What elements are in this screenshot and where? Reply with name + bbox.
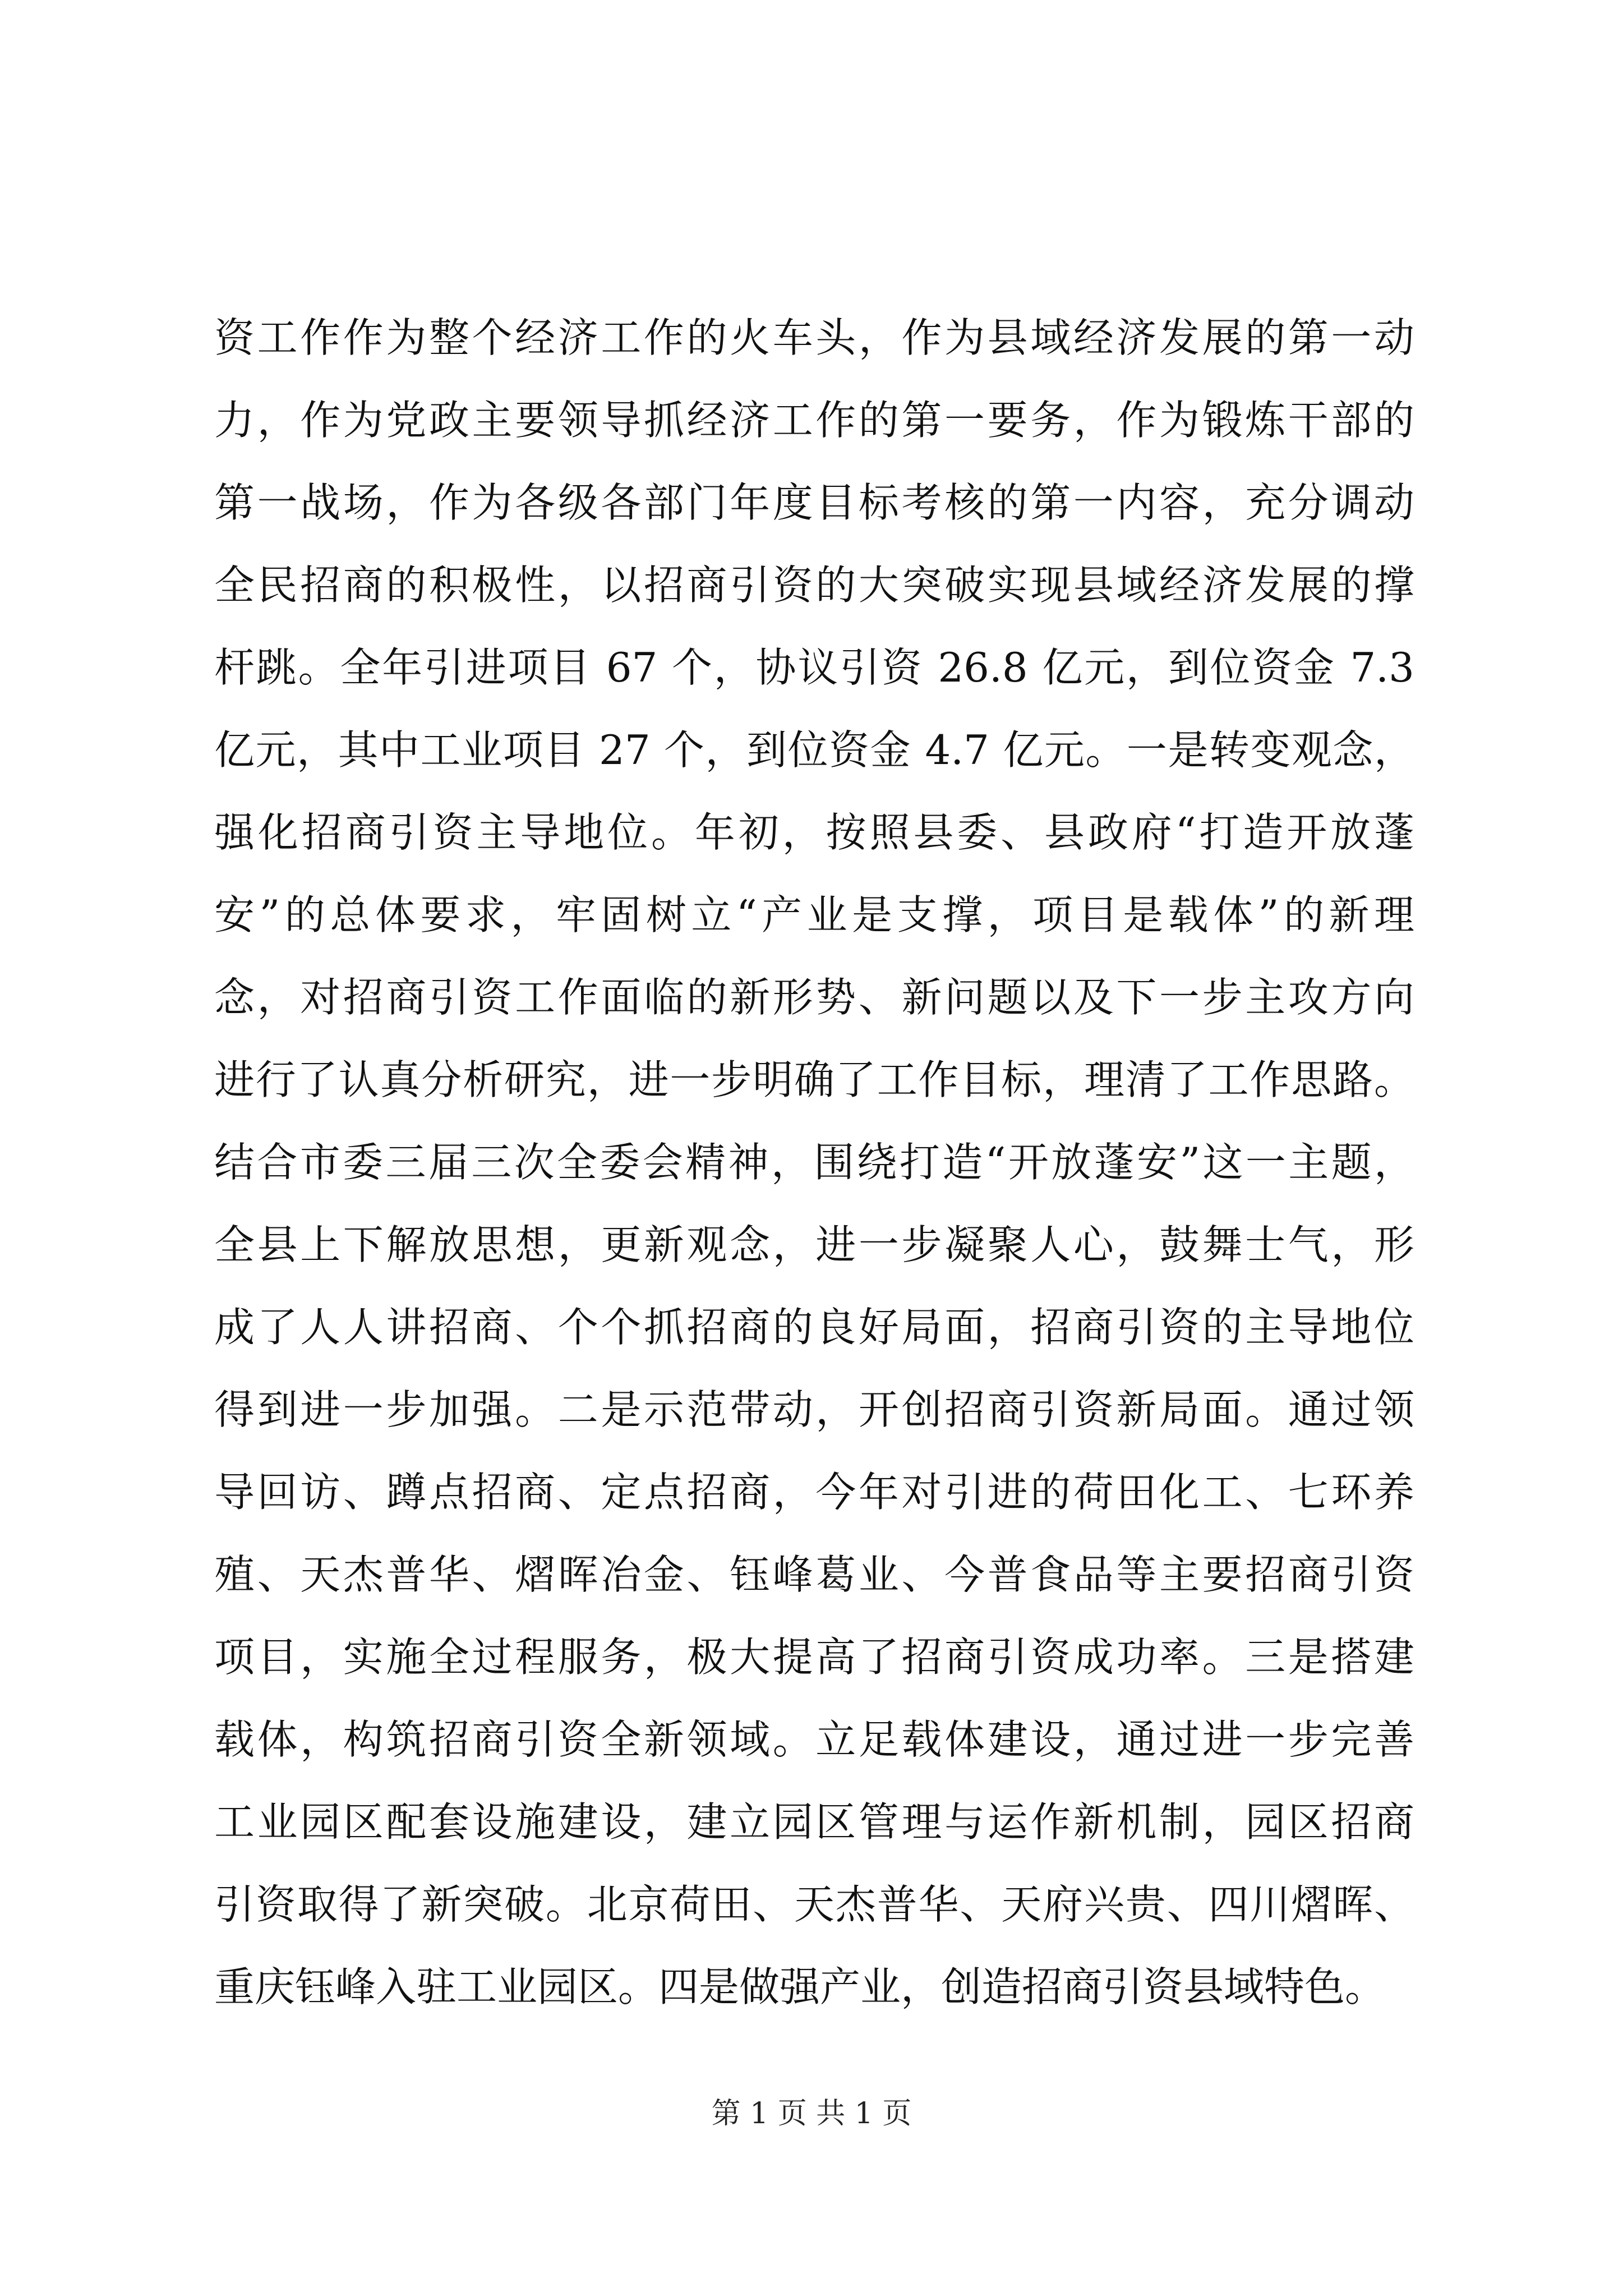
text-line: 念，对招商引资工作面临的新形势、新问题以及下一步主攻方向	[214, 974, 1414, 1021]
text-line: 强化招商引资主导地位。年初，按照县委、县政府“打造开放蓬	[214, 809, 1414, 856]
text-line: 载体，构筑招商引资全新领域。立足载体建设，通过进一步完善	[214, 1716, 1414, 1763]
text-line: 导回访、蹲点招商、定点招商，今年对引进的荷田化工、七环养	[214, 1469, 1414, 1516]
text-line: 成了人人讲招商、个个抓招商的良好局面，招商引资的主导地位	[214, 1304, 1414, 1351]
text-line: 全县上下解放思想，更新观念，进一步凝聚人心，鼓舞士气，形	[214, 1221, 1414, 1268]
text-line: 得到进一步加强。二是示范带动，开创招商引资新局面。通过领	[214, 1386, 1414, 1433]
text-line: 亿元，其中工业项目 27 个，到位资金 4.7 亿元。一是转变观念，	[214, 726, 1414, 774]
text-line: 殖、天杰普华、熠晖冶金、钰峰葛业、今普食品等主要招商引资	[214, 1551, 1414, 1598]
text-line: 资工作作为整个经济工作的火车头，作为县域经济发展的第一动	[214, 314, 1414, 361]
text-line: 引资取得了新突破。北京荷田、天杰普华、天府兴贵、四川熠晖、	[214, 1881, 1414, 1928]
page-footer: 第 1 页 共 1 页	[711, 2097, 912, 2131]
body-text	[214, 297, 1414, 2028]
text-line: 杆跳。全年引进项目 67 个，协议引资 26.8 亿元，到位资金 7.3	[214, 644, 1414, 691]
text-line: 安”的总体要求，牢固树立“产业是支撑，项目是载体”的新理	[214, 891, 1414, 938]
text-line: 第一战场，作为各级各部门年度目标考核的第一内容，充分调动	[214, 479, 1414, 526]
text-line: 项目，实施全过程服务，极大提高了招商引资成功率。三是搭建	[214, 1634, 1414, 1681]
text-line: 进行了认真分析研究，进一步明确了工作目标，理清了工作思路。	[214, 1056, 1414, 1103]
text-line: 全民招商的积极性，以招商引资的大突破实现县域经济发展的撑	[214, 562, 1414, 609]
text-line: 力，作为党政主要领导抓经济工作的第一要务，作为锻炼干部的	[214, 397, 1414, 444]
text-line: 工业园区配套设施建设，建立园区管理与运作新机制，园区招商	[214, 1798, 1414, 1846]
text-line: 结合市委三届三次全委会精神，围绕打造“开放蓬安”这一主题，	[214, 1139, 1414, 1186]
text-line: 重庆钰峰入驻工业园区。四是做强产业，创造招商引资县域特色。	[214, 1963, 1386, 2010]
